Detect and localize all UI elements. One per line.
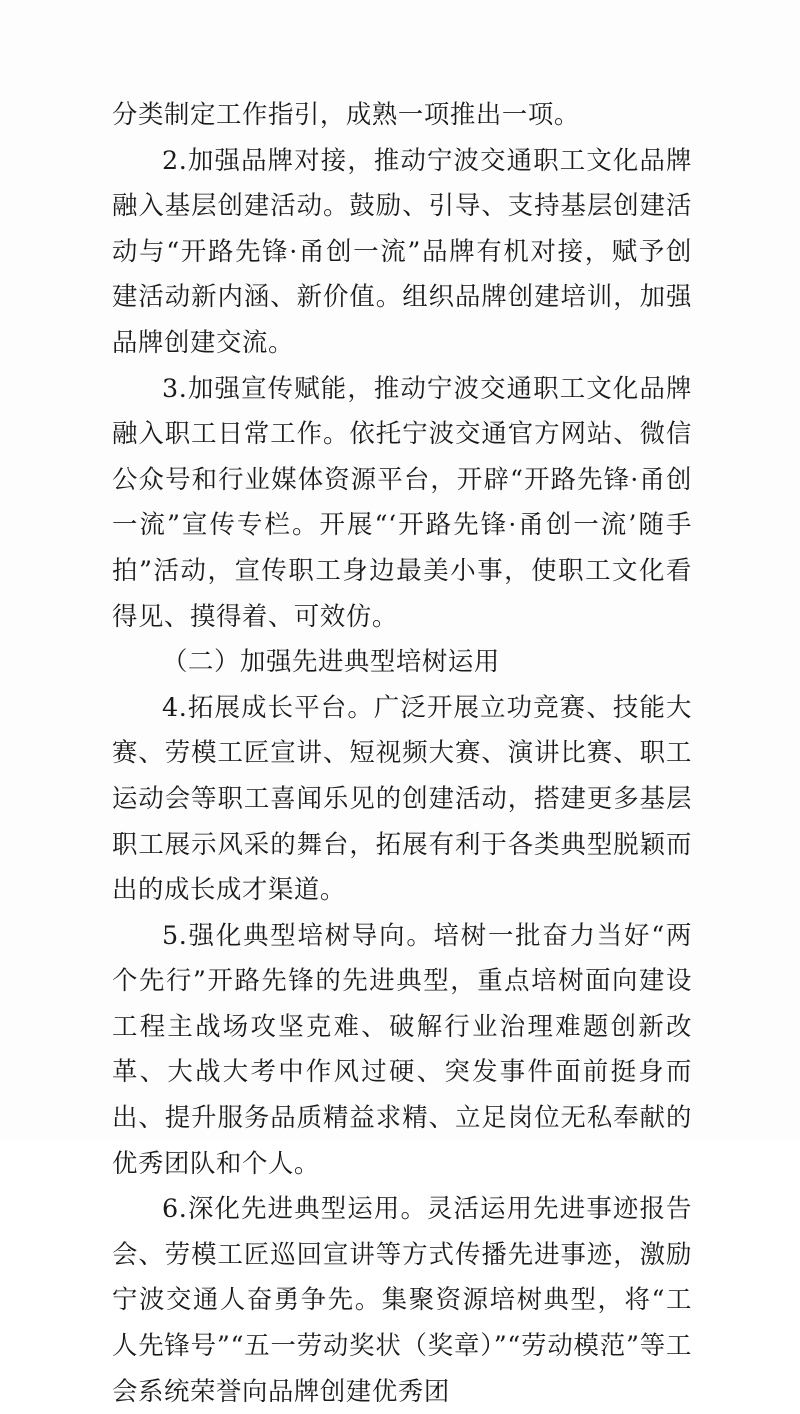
paragraph-item-5: 5.强化典型培树导向。培树一批奋力当好“两个先行”开路先锋的先进典型，重点培树面向建设工程主战场攻坚克难、破解行业治理难题创新改革、大战大考中作风过硬、突发事件面前挺身而出、提升服务品质精益求精、立足岗位无私奉献的优秀团队和个人。 bbox=[112, 919, 692, 1178]
paragraph-continuation: 分类制定工作指引，成熟一项推出一项。 bbox=[112, 99, 580, 129]
paragraph-item-2: 2.加强品牌对接，推动宁波交通职工文化品牌融入基层创建活动。鼓励、引导、支持基层创建活动与“开路先锋·甬创一流”品牌有机对接，赋予创建活动新内涵、新价值。组织品牌创建培训，加强品牌创建交流。 bbox=[112, 144, 692, 357]
document-body bbox=[112, 92, 692, 1414]
paragraph-item-3: 3.加强宣传赋能，推动宁波交通职工文化品牌融入职工日常工作。依托宁波交通官方网站、微信公众号和行业媒体资源平台，开辟“开路先锋·甬创一流”宣传专栏。开展“‘开路先锋·甬创一流’随手拍”活动，宣传职工身边最美小事，使职工文化看得见、摸得着、可效仿。 bbox=[112, 372, 692, 631]
paragraph-item-4: 4.拓展成长平台。广泛开展立功竞赛、技能大赛、劳模工匠宣讲、短视频大赛、演讲比赛、职工运动会等职工喜闻乐见的创建活动，搭建更多基层职工展示风采的舞台，拓展有利于各类典型脱颖而出的成长成才渠道。 bbox=[112, 691, 692, 905]
paragraph-item-6: 6.深化先进典型运用。灵活运用先进事迹报告会、劳模工匠巡回宣讲等方式传播先进事迹，激励宁波交通人奋勇争先。集聚资源培树典型，将“工人先锋号”“五一劳动奖状（奖章）”“劳动模范”等工会系统荣誉向品牌创建优秀团 bbox=[112, 1193, 692, 1406]
section-heading: （二）加强先进典型培树运用 bbox=[162, 646, 500, 677]
